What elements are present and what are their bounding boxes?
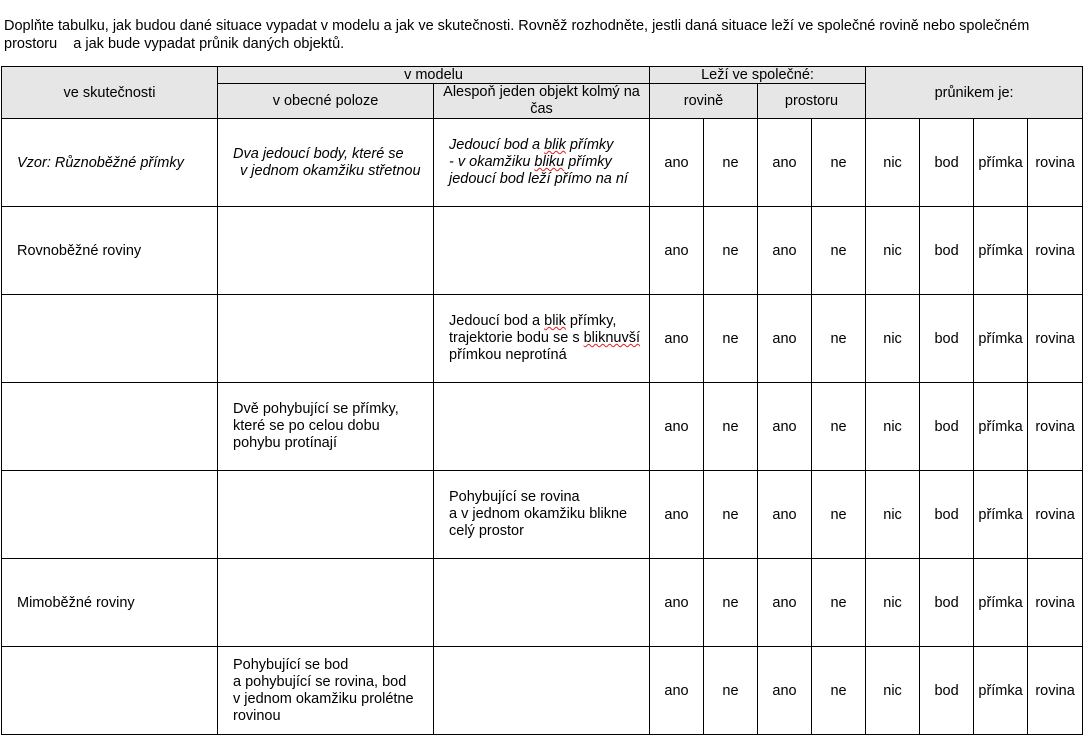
option-plane-yes[interactable]: ano	[650, 119, 704, 207]
cell-line: trajektorie bodu se s bliknuvší	[449, 330, 641, 346]
option-line[interactable]: přímka	[974, 295, 1028, 383]
option-plane-no[interactable]: ne	[704, 471, 758, 559]
header-common: Leží ve společné:	[650, 67, 866, 84]
option-space-no[interactable]: ne	[812, 559, 866, 647]
option-line[interactable]: přímka	[974, 383, 1028, 471]
option-plane-no[interactable]: ne	[704, 295, 758, 383]
general-position-cell[interactable]	[218, 295, 434, 383]
reality-cell[interactable]	[2, 647, 218, 735]
option-space-yes[interactable]: ano	[758, 383, 812, 471]
option-line[interactable]: přímka	[974, 207, 1028, 295]
perpendicular-cell[interactable]	[434, 647, 650, 735]
option-point[interactable]: bod	[920, 559, 974, 647]
option-plane-yes[interactable]: ano	[650, 647, 704, 735]
option-space-no[interactable]: ne	[812, 647, 866, 735]
cell-line: v jednom okamžiku prolétne	[233, 690, 414, 707]
table-row	[2, 647, 1083, 735]
instructions	[4, 17, 1080, 53]
option-space-yes[interactable]: ano	[758, 647, 812, 735]
option-nothing[interactable]: nic	[866, 647, 920, 735]
option-space-no[interactable]: ne	[812, 383, 866, 471]
reality-cell[interactable]	[2, 295, 218, 383]
option-point[interactable]: bod	[920, 471, 974, 559]
option-nothing[interactable]: nic	[866, 295, 920, 383]
option-space-yes[interactable]: ano	[758, 471, 812, 559]
header-general-position: v obecné poloze	[218, 84, 434, 119]
table-row	[2, 295, 1083, 383]
option-space-yes[interactable]: ano	[758, 119, 812, 207]
header-plane: rovině	[650, 84, 758, 119]
option-plane[interactable]: rovina	[1028, 559, 1083, 647]
cell-line: Dva jedoucí body, které se	[233, 145, 404, 162]
option-nothing[interactable]: nic	[866, 471, 920, 559]
option-space-yes[interactable]: ano	[758, 207, 812, 295]
option-plane-no[interactable]: ne	[704, 647, 758, 735]
table-row	[2, 119, 1083, 207]
option-space-yes[interactable]: ano	[758, 559, 812, 647]
perpendicular-cell	[434, 119, 650, 207]
cell-line: jedoucí bod leží přímo na ní	[449, 171, 628, 187]
perpendicular-cell[interactable]	[434, 559, 650, 647]
option-plane-yes[interactable]: ano	[650, 295, 704, 383]
option-line[interactable]: přímka	[974, 647, 1028, 735]
option-point[interactable]: bod	[920, 383, 974, 471]
option-line[interactable]: přímka	[974, 471, 1028, 559]
option-space-no[interactable]: ne	[812, 207, 866, 295]
cell-line: rovinou	[233, 707, 281, 724]
header-reality: ve skutečnosti	[2, 67, 218, 119]
perpendicular-cell[interactable]	[434, 383, 650, 471]
cell-line-text: Jedoucí bod a blik přímky	[449, 137, 614, 153]
cell-line: přímkou neprotíná	[449, 347, 567, 363]
cell-line: pohybu protínají	[233, 435, 337, 451]
option-space-yes[interactable]: ano	[758, 295, 812, 383]
option-plane[interactable]: rovina	[1028, 647, 1083, 735]
option-plane[interactable]: rovina	[1028, 383, 1083, 471]
option-plane[interactable]: rovina	[1028, 119, 1083, 207]
option-space-no[interactable]: ne	[812, 295, 866, 383]
general-position-cell	[218, 383, 434, 471]
option-plane[interactable]: rovina	[1028, 207, 1083, 295]
option-plane-no[interactable]: ne	[704, 559, 758, 647]
header-perpendicular: Alespoň jeden objekt kolmý na čas	[434, 84, 650, 119]
option-nothing[interactable]: nic	[866, 559, 920, 647]
option-plane[interactable]: rovina	[1028, 471, 1083, 559]
option-plane-no[interactable]: ne	[704, 207, 758, 295]
reality-cell: Rovnoběžné roviny	[2, 207, 218, 295]
cell-line: Jedoucí bod a blik přímky,	[449, 313, 617, 329]
option-point[interactable]: bod	[920, 295, 974, 383]
table-row	[2, 383, 1083, 471]
option-plane-yes[interactable]: ano	[650, 471, 704, 559]
cell-line: Pohybující se rovina	[449, 489, 580, 505]
option-nothing[interactable]: nic	[866, 383, 920, 471]
general-position-cell[interactable]	[218, 471, 434, 559]
table-row	[2, 471, 1083, 559]
header-space: prostoru	[758, 84, 866, 119]
option-point[interactable]: bod	[920, 647, 974, 735]
option-point[interactable]: bod	[920, 119, 974, 207]
cell-line: - v okamžiku bliku přímky	[449, 154, 612, 170]
option-plane-yes[interactable]: ano	[650, 559, 704, 647]
cell-line: které se po celou dobu	[233, 418, 380, 434]
option-plane-no[interactable]: ne	[704, 119, 758, 207]
reality-cell: Vzor: Různoběžné přímky	[2, 119, 218, 207]
instructions-line-2: prostoru a jak bude vypadat průnik daných objektů.	[4, 36, 345, 52]
table-row	[2, 207, 1083, 295]
option-line[interactable]: přímka	[974, 119, 1028, 207]
cell-line: a pohybující se rovina, bod	[233, 673, 407, 690]
reality-cell: Mimoběžné roviny	[2, 559, 218, 647]
option-nothing[interactable]: nic	[866, 207, 920, 295]
reality-cell[interactable]	[2, 383, 218, 471]
cell-line: Pohybující se bod	[233, 656, 349, 673]
general-position-cell[interactable]	[218, 207, 434, 295]
option-space-no[interactable]: ne	[812, 119, 866, 207]
option-space-no[interactable]: ne	[812, 471, 866, 559]
general-position-cell	[218, 119, 434, 207]
option-plane-yes[interactable]: ano	[650, 383, 704, 471]
cell-line: v jednom okamžiku střetnou	[240, 162, 421, 179]
perpendicular-cell	[434, 471, 650, 559]
table-row	[2, 559, 1083, 647]
cell-line: a v jednom okamžiku blikne	[449, 506, 628, 522]
perpendicular-cell[interactable]	[434, 207, 650, 295]
header-model: v modelu	[218, 67, 650, 84]
option-point[interactable]: bod	[920, 207, 974, 295]
general-position-cell[interactable]	[218, 559, 434, 647]
general-position-cell	[218, 647, 434, 735]
option-plane-yes[interactable]: ano	[650, 207, 704, 295]
cell-line: celý prostor	[449, 523, 524, 539]
instructions-line-1: Doplňte tabulku, jak budou dané situace vypadat v modelu a jak ve skutečnosti. Rovněž rozhodněte, jestli daná situace leží ve společné rovině nebo společném	[4, 18, 1030, 34]
exercise-table	[1, 66, 1083, 735]
option-line[interactable]: přímka	[974, 559, 1028, 647]
perpendicular-cell	[434, 295, 650, 383]
header-intersection: průnikem je:	[866, 67, 1083, 119]
cell-line: Dvě pohybující se přímky,	[233, 401, 399, 417]
reality-cell[interactable]	[2, 471, 218, 559]
option-nothing[interactable]: nic	[866, 119, 920, 207]
option-plane[interactable]: rovina	[1028, 295, 1083, 383]
option-plane-no[interactable]: ne	[704, 383, 758, 471]
cell-line	[449, 137, 645, 154]
